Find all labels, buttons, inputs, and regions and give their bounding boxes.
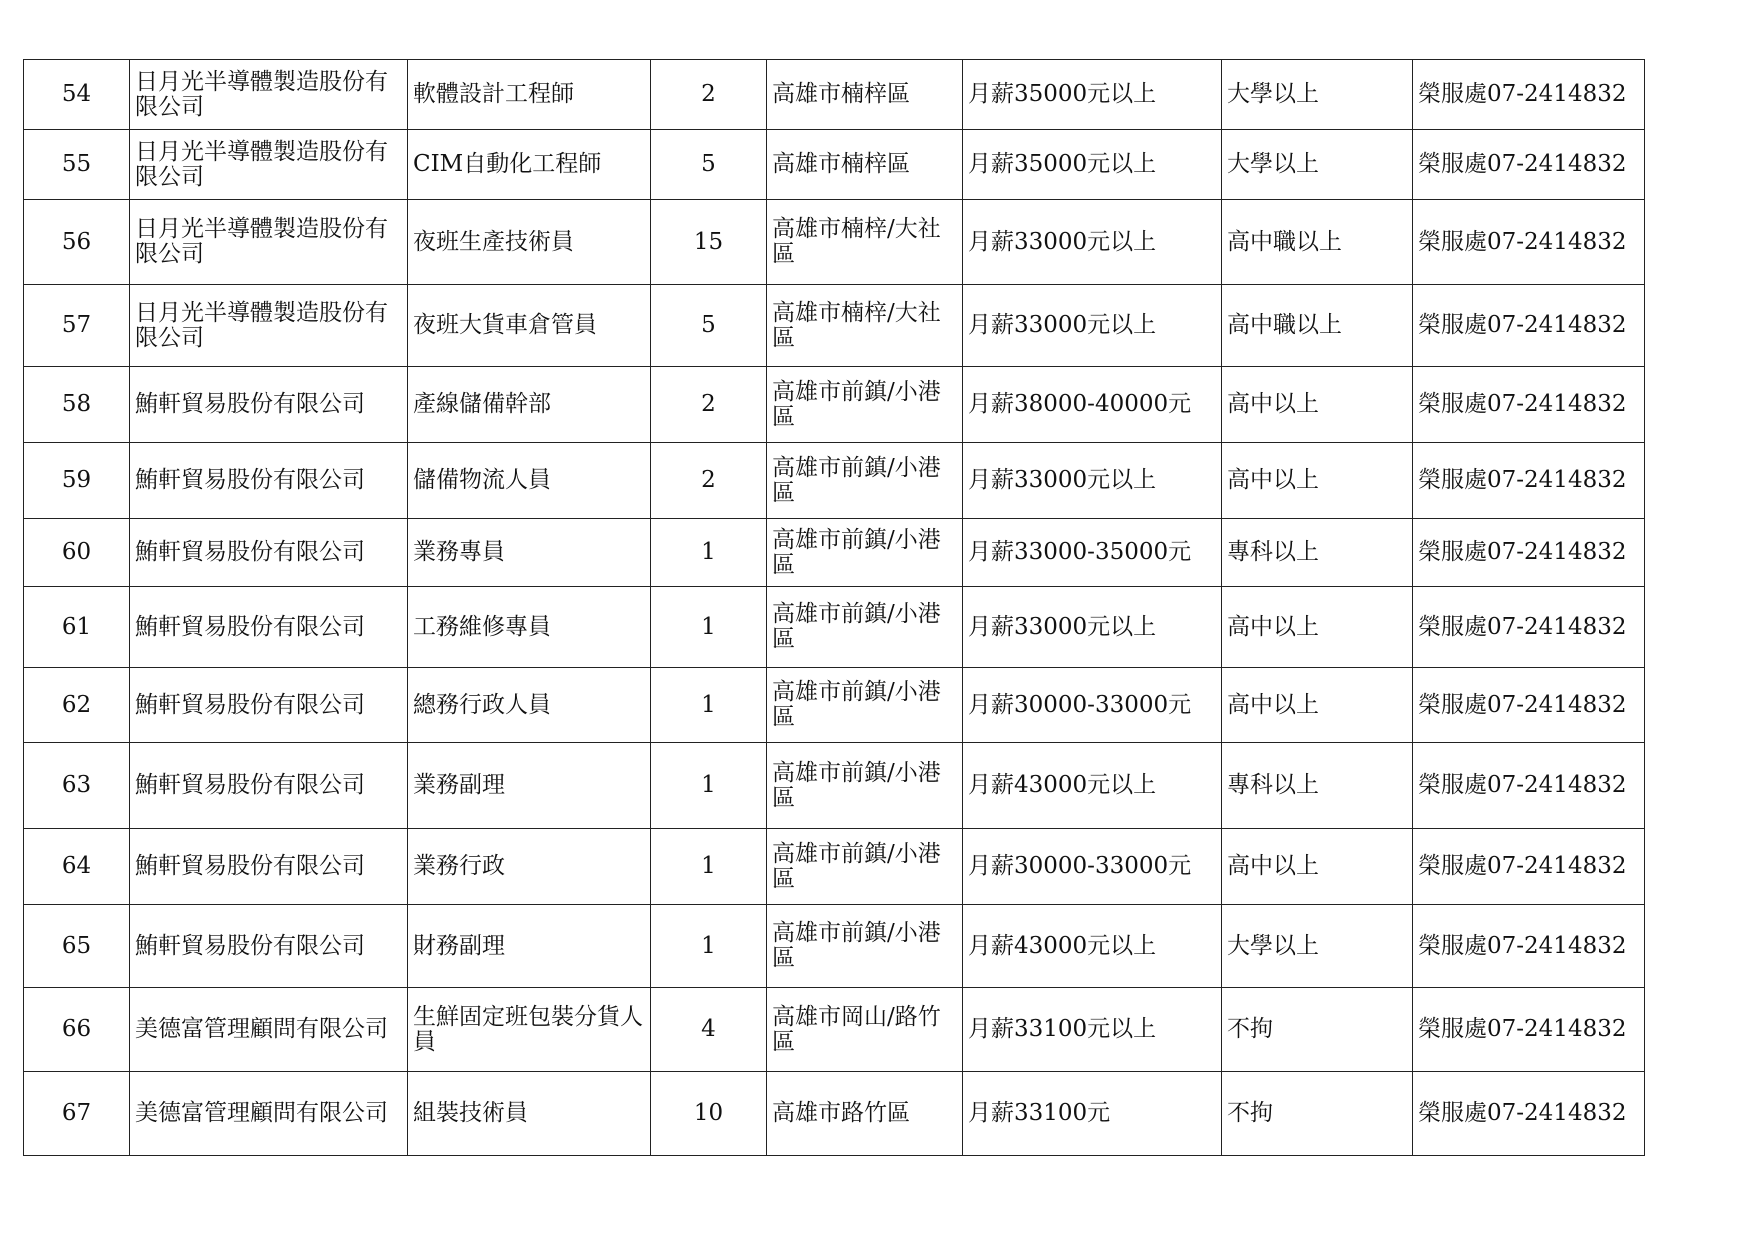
education-cell: 高中以上	[1222, 367, 1413, 443]
job-title-cell: 組裝技術員	[408, 1072, 651, 1156]
location-cell: 高雄市前鎮/小港區	[767, 829, 963, 905]
job-listings-table	[23, 59, 1645, 1156]
row-number-cell: 64	[24, 829, 130, 905]
salary-cell: 月薪33000-35000元	[963, 519, 1222, 587]
table-row	[24, 130, 1645, 200]
education-cell: 不拘	[1222, 1072, 1413, 1156]
row-number-cell: 67	[24, 1072, 130, 1156]
row-number-cell: 56	[24, 200, 130, 285]
location-cell: 高雄市前鎮/小港區	[767, 587, 963, 668]
contact-cell: 榮服處07-2414832	[1413, 1072, 1645, 1156]
contact-cell: 榮服處07-2414832	[1413, 829, 1645, 905]
job-title-cell: CIM自動化工程師	[408, 130, 651, 200]
salary-cell: 月薪33000元以上	[963, 200, 1222, 285]
location-cell: 高雄市前鎮/小港區	[767, 668, 963, 743]
table-row	[24, 829, 1645, 905]
location-cell: 高雄市前鎮/小港區	[767, 905, 963, 988]
location-cell: 高雄市楠梓區	[767, 130, 963, 200]
salary-cell: 月薪30000-33000元	[963, 668, 1222, 743]
education-cell: 高中職以上	[1222, 285, 1413, 367]
table-row	[24, 1072, 1645, 1156]
education-cell: 不拘	[1222, 988, 1413, 1072]
salary-cell: 月薪38000-40000元	[963, 367, 1222, 443]
row-number-cell: 57	[24, 285, 130, 367]
education-cell: 高中職以上	[1222, 200, 1413, 285]
location-cell: 高雄市楠梓區	[767, 60, 963, 130]
contact-cell: 榮服處07-2414832	[1413, 285, 1645, 367]
company-cell: 美德富管理顧問有限公司	[130, 988, 408, 1072]
education-cell: 高中以上	[1222, 587, 1413, 668]
salary-cell: 月薪33000元以上	[963, 285, 1222, 367]
table-row	[24, 200, 1645, 285]
row-number-cell: 55	[24, 130, 130, 200]
contact-cell: 榮服處07-2414832	[1413, 367, 1645, 443]
education-cell: 大學以上	[1222, 60, 1413, 130]
job-title-cell: 夜班生產技術員	[408, 200, 651, 285]
job-title-cell: 業務副理	[408, 743, 651, 829]
location-cell: 高雄市前鎮/小港區	[767, 443, 963, 519]
education-cell: 高中以上	[1222, 829, 1413, 905]
quantity-cell: 1	[651, 668, 767, 743]
salary-cell: 月薪35000元以上	[963, 60, 1222, 130]
contact-cell: 榮服處07-2414832	[1413, 60, 1645, 130]
location-cell: 高雄市前鎮/小港區	[767, 743, 963, 829]
row-number-cell: 60	[24, 519, 130, 587]
table-row	[24, 743, 1645, 829]
job-title-cell: 業務行政	[408, 829, 651, 905]
quantity-cell: 1	[651, 519, 767, 587]
table-row	[24, 443, 1645, 519]
contact-cell: 榮服處07-2414832	[1413, 988, 1645, 1072]
job-title-cell: 產線儲備幹部	[408, 367, 651, 443]
company-cell: 鮪軒貿易股份有限公司	[130, 668, 408, 743]
quantity-cell: 1	[651, 829, 767, 905]
company-cell: 鮪軒貿易股份有限公司	[130, 367, 408, 443]
education-cell: 專科以上	[1222, 519, 1413, 587]
quantity-cell: 2	[651, 443, 767, 519]
company-cell: 鮪軒貿易股份有限公司	[130, 829, 408, 905]
row-number-cell: 54	[24, 60, 130, 130]
job-title-cell: 儲備物流人員	[408, 443, 651, 519]
contact-cell: 榮服處07-2414832	[1413, 443, 1645, 519]
job-title-cell: 總務行政人員	[408, 668, 651, 743]
education-cell: 高中以上	[1222, 443, 1413, 519]
table-row	[24, 285, 1645, 367]
company-cell: 美德富管理顧問有限公司	[130, 1072, 408, 1156]
salary-cell: 月薪30000-33000元	[963, 829, 1222, 905]
row-number-cell: 59	[24, 443, 130, 519]
contact-cell: 榮服處07-2414832	[1413, 200, 1645, 285]
quantity-cell: 2	[651, 367, 767, 443]
table-row	[24, 519, 1645, 587]
contact-cell: 榮服處07-2414832	[1413, 130, 1645, 200]
education-cell: 大學以上	[1222, 130, 1413, 200]
location-cell: 高雄市前鎮/小港區	[767, 367, 963, 443]
contact-cell: 榮服處07-2414832	[1413, 519, 1645, 587]
company-cell: 鮪軒貿易股份有限公司	[130, 443, 408, 519]
job-title-cell: 工務維修專員	[408, 587, 651, 668]
location-cell: 高雄市楠梓/大社區	[767, 200, 963, 285]
education-cell: 高中以上	[1222, 668, 1413, 743]
quantity-cell: 10	[651, 1072, 767, 1156]
quantity-cell: 4	[651, 988, 767, 1072]
job-title-cell: 生鮮固定班包裝分貨人員	[408, 988, 651, 1072]
table-body	[24, 60, 1645, 1156]
education-cell: 專科以上	[1222, 743, 1413, 829]
table-row	[24, 60, 1645, 130]
company-cell: 日月光半導體製造股份有限公司	[130, 130, 408, 200]
table-row	[24, 905, 1645, 988]
salary-cell: 月薪33000元以上	[963, 443, 1222, 519]
quantity-cell: 2	[651, 60, 767, 130]
row-number-cell: 66	[24, 988, 130, 1072]
salary-cell: 月薪35000元以上	[963, 130, 1222, 200]
location-cell: 高雄市前鎮/小港區	[767, 519, 963, 587]
table-row	[24, 988, 1645, 1072]
company-cell: 鮪軒貿易股份有限公司	[130, 587, 408, 668]
salary-cell: 月薪43000元以上	[963, 743, 1222, 829]
job-title-cell: 業務專員	[408, 519, 651, 587]
contact-cell: 榮服處07-2414832	[1413, 587, 1645, 668]
location-cell: 高雄市岡山/路竹區	[767, 988, 963, 1072]
row-number-cell: 58	[24, 367, 130, 443]
quantity-cell: 5	[651, 285, 767, 367]
salary-cell: 月薪33100元	[963, 1072, 1222, 1156]
company-cell: 日月光半導體製造股份有限公司	[130, 285, 408, 367]
salary-cell: 月薪43000元以上	[963, 905, 1222, 988]
location-cell: 高雄市楠梓/大社區	[767, 285, 963, 367]
row-number-cell: 65	[24, 905, 130, 988]
table-row	[24, 587, 1645, 668]
job-title-cell: 財務副理	[408, 905, 651, 988]
salary-cell: 月薪33100元以上	[963, 988, 1222, 1072]
contact-cell: 榮服處07-2414832	[1413, 905, 1645, 988]
company-cell: 鮪軒貿易股份有限公司	[130, 519, 408, 587]
quantity-cell: 15	[651, 200, 767, 285]
quantity-cell: 1	[651, 587, 767, 668]
job-title-cell: 夜班大貨車倉管員	[408, 285, 651, 367]
table-row	[24, 367, 1645, 443]
row-number-cell: 61	[24, 587, 130, 668]
company-cell: 鮪軒貿易股份有限公司	[130, 743, 408, 829]
job-title-cell: 軟體設計工程師	[408, 60, 651, 130]
education-cell: 大學以上	[1222, 905, 1413, 988]
contact-cell: 榮服處07-2414832	[1413, 668, 1645, 743]
table-row	[24, 668, 1645, 743]
company-cell: 日月光半導體製造股份有限公司	[130, 60, 408, 130]
location-cell: 高雄市路竹區	[767, 1072, 963, 1156]
quantity-cell: 1	[651, 743, 767, 829]
contact-cell: 榮服處07-2414832	[1413, 743, 1645, 829]
row-number-cell: 63	[24, 743, 130, 829]
salary-cell: 月薪33000元以上	[963, 587, 1222, 668]
quantity-cell: 1	[651, 905, 767, 988]
company-cell: 日月光半導體製造股份有限公司	[130, 200, 408, 285]
row-number-cell: 62	[24, 668, 130, 743]
company-cell: 鮪軒貿易股份有限公司	[130, 905, 408, 988]
quantity-cell: 5	[651, 130, 767, 200]
